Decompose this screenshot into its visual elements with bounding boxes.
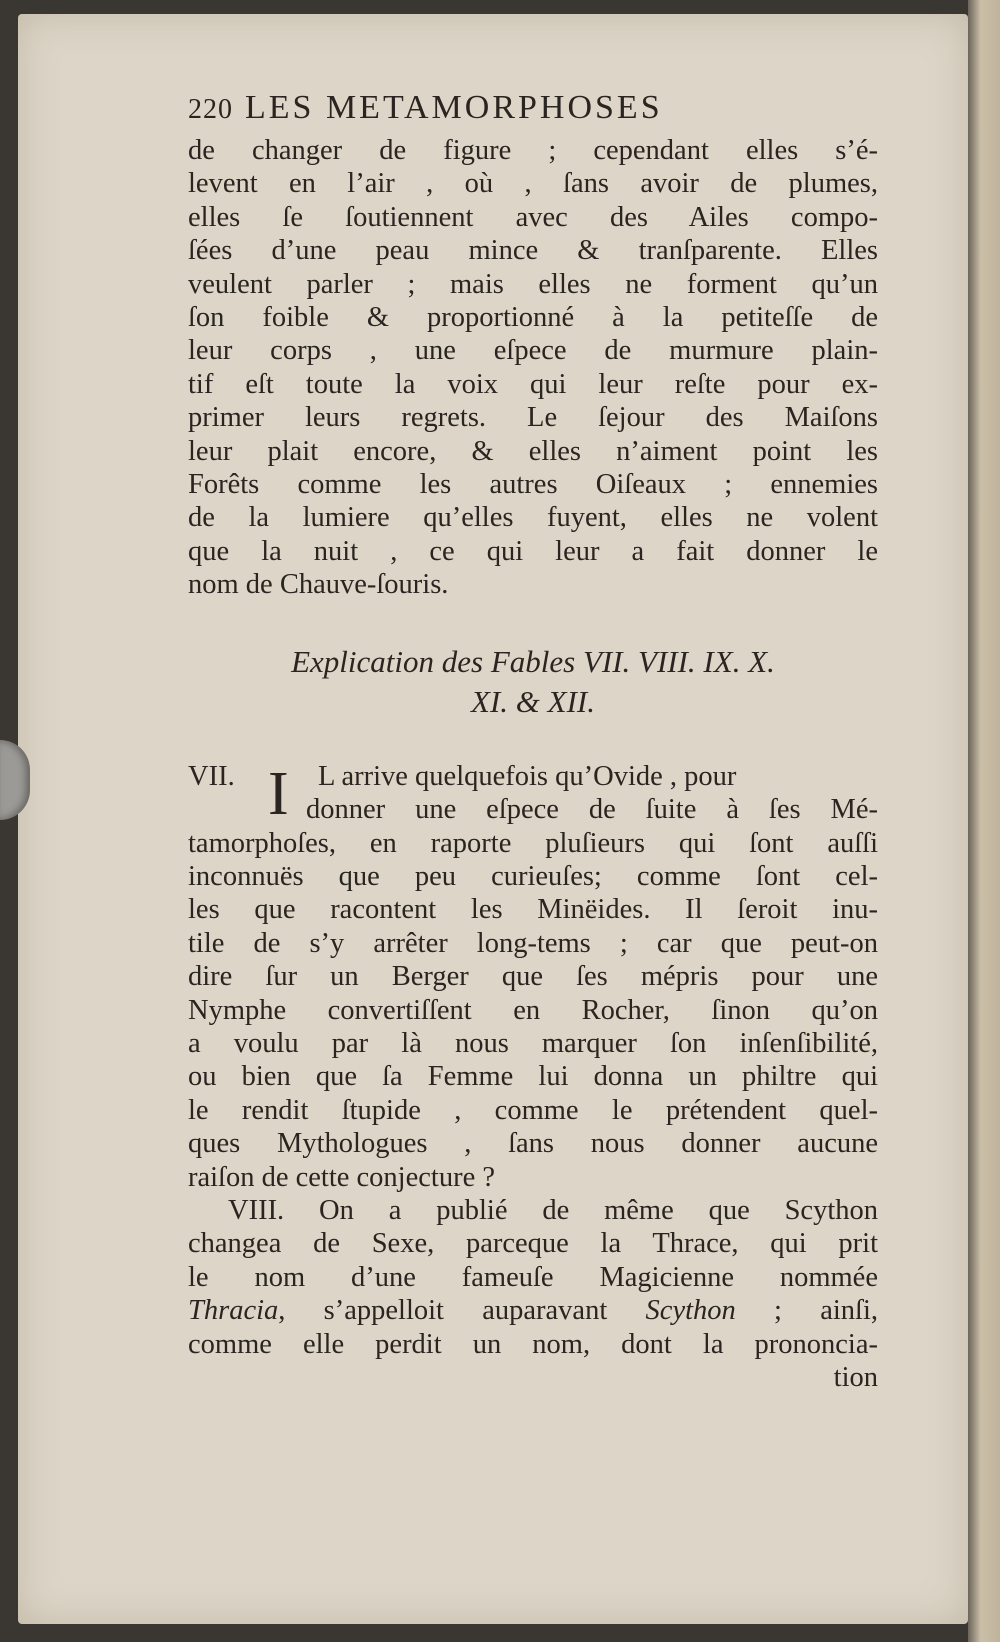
adjacent-page-edge — [968, 0, 1000, 1642]
text-line: ſées d’une peau mince & tranſparente. Elles — [188, 235, 878, 267]
text-line: que la nuit , ce qui leur a fait donner le — [188, 535, 878, 567]
text-line — [188, 1294, 878, 1327]
section-heading-line: Explication des Fables VII. VIII. IX. X. — [291, 643, 775, 679]
text-line: levent en l’air , où , ſans avoir de plumes, — [188, 168, 878, 200]
text-line: ſon foible & proportionné à la petiteſſe de — [188, 302, 878, 334]
text-line: tile de s’y arrêter long-tems ; car que peut-on — [188, 927, 878, 959]
section-heading — [188, 642, 878, 722]
paragraph-2 — [188, 760, 878, 1194]
text-line: primer leurs regrets. Le ſejour des Maiſons — [188, 402, 878, 434]
first-line-text: L arrive quelquefois qu’Ovide , pour — [318, 760, 737, 792]
text-line: comme elle perdit un nom, dont la prononcia- — [188, 1328, 878, 1360]
text-line: ques Mythologues , ſans nous donner aucune — [188, 1128, 878, 1160]
text-run: , s’appelloit auparavant — [278, 1295, 608, 1327]
italic-name: Scython — [645, 1295, 736, 1327]
text-line: leur corps , une eſpece de murmure plain- — [188, 335, 878, 367]
text-line: dire ſur un Berger que ſes mépris pour une — [188, 961, 878, 993]
text-line: nom de Chauve-ſouris. — [188, 569, 449, 601]
text-line: tif eſt toute la voix qui leur reſte pour ex- — [188, 368, 878, 400]
catchword: tion — [833, 1362, 878, 1393]
text-line: leur plait encore, & elles n’aiment point les — [188, 435, 878, 467]
paragraph-3 — [188, 1194, 878, 1394]
text-line: tamorphoſes, en raporte pluſieurs qui ſont auſſi — [188, 827, 878, 859]
text-line: de la lumiere qu’elles fuyent, elles ne volent — [188, 502, 878, 534]
text-line: veulent parler ; mais elles ne forment qu’un — [188, 268, 878, 300]
drop-cap: I — [268, 759, 289, 828]
text-line: le nom d’une fameuſe Magicienne nommée — [188, 1261, 878, 1293]
text-line: Nymphe convertiſſent en Rocher, ſinon qu’on — [188, 994, 878, 1026]
text-line: inconnuës que peu curieuſes; comme ſont cel- — [188, 860, 878, 892]
text-line: ou bien que ſa Femme lui donna un philtre qui — [188, 1061, 878, 1093]
text-line: elles ſe ſoutiennent avec des Ailes compo- — [188, 201, 878, 233]
text-line — [188, 760, 878, 793]
text-line: a voulu par là nous marquer ſon inſenſibilité, — [188, 1027, 878, 1059]
text-line: de changer de figure ; cependant elles s’é- — [188, 135, 878, 166]
italic-name: Thracia — [188, 1295, 279, 1327]
fable-number: VII. — [188, 760, 235, 792]
text-line: le rendit ſtupide , comme le prétendent quel- — [188, 1094, 878, 1126]
page-number: 220 — [188, 94, 233, 125]
page-text — [188, 86, 878, 1394]
running-title: LES METAMORPHOSES — [245, 89, 663, 126]
text-line: VIII. On a publié de même que Scython — [228, 1194, 878, 1226]
text-line: les que racontent les Minëides. Il ſeroit inu- — [188, 894, 878, 926]
text-line: changea de Sexe, parceque la Thrace, qui prit — [188, 1228, 878, 1260]
text-line: Forêts comme les autres Oiſeaux ; ennemies — [188, 469, 878, 501]
text-run: ; ainſi, — [774, 1295, 879, 1327]
text-line: donner une eſpece de ſuite à ſes Mé- — [306, 794, 878, 826]
section-heading-line: XI. & XII. — [471, 683, 595, 719]
running-head — [188, 86, 878, 132]
paragraph-1 — [188, 134, 878, 602]
text-line: raiſon de cette conjecture ? — [188, 1161, 495, 1193]
